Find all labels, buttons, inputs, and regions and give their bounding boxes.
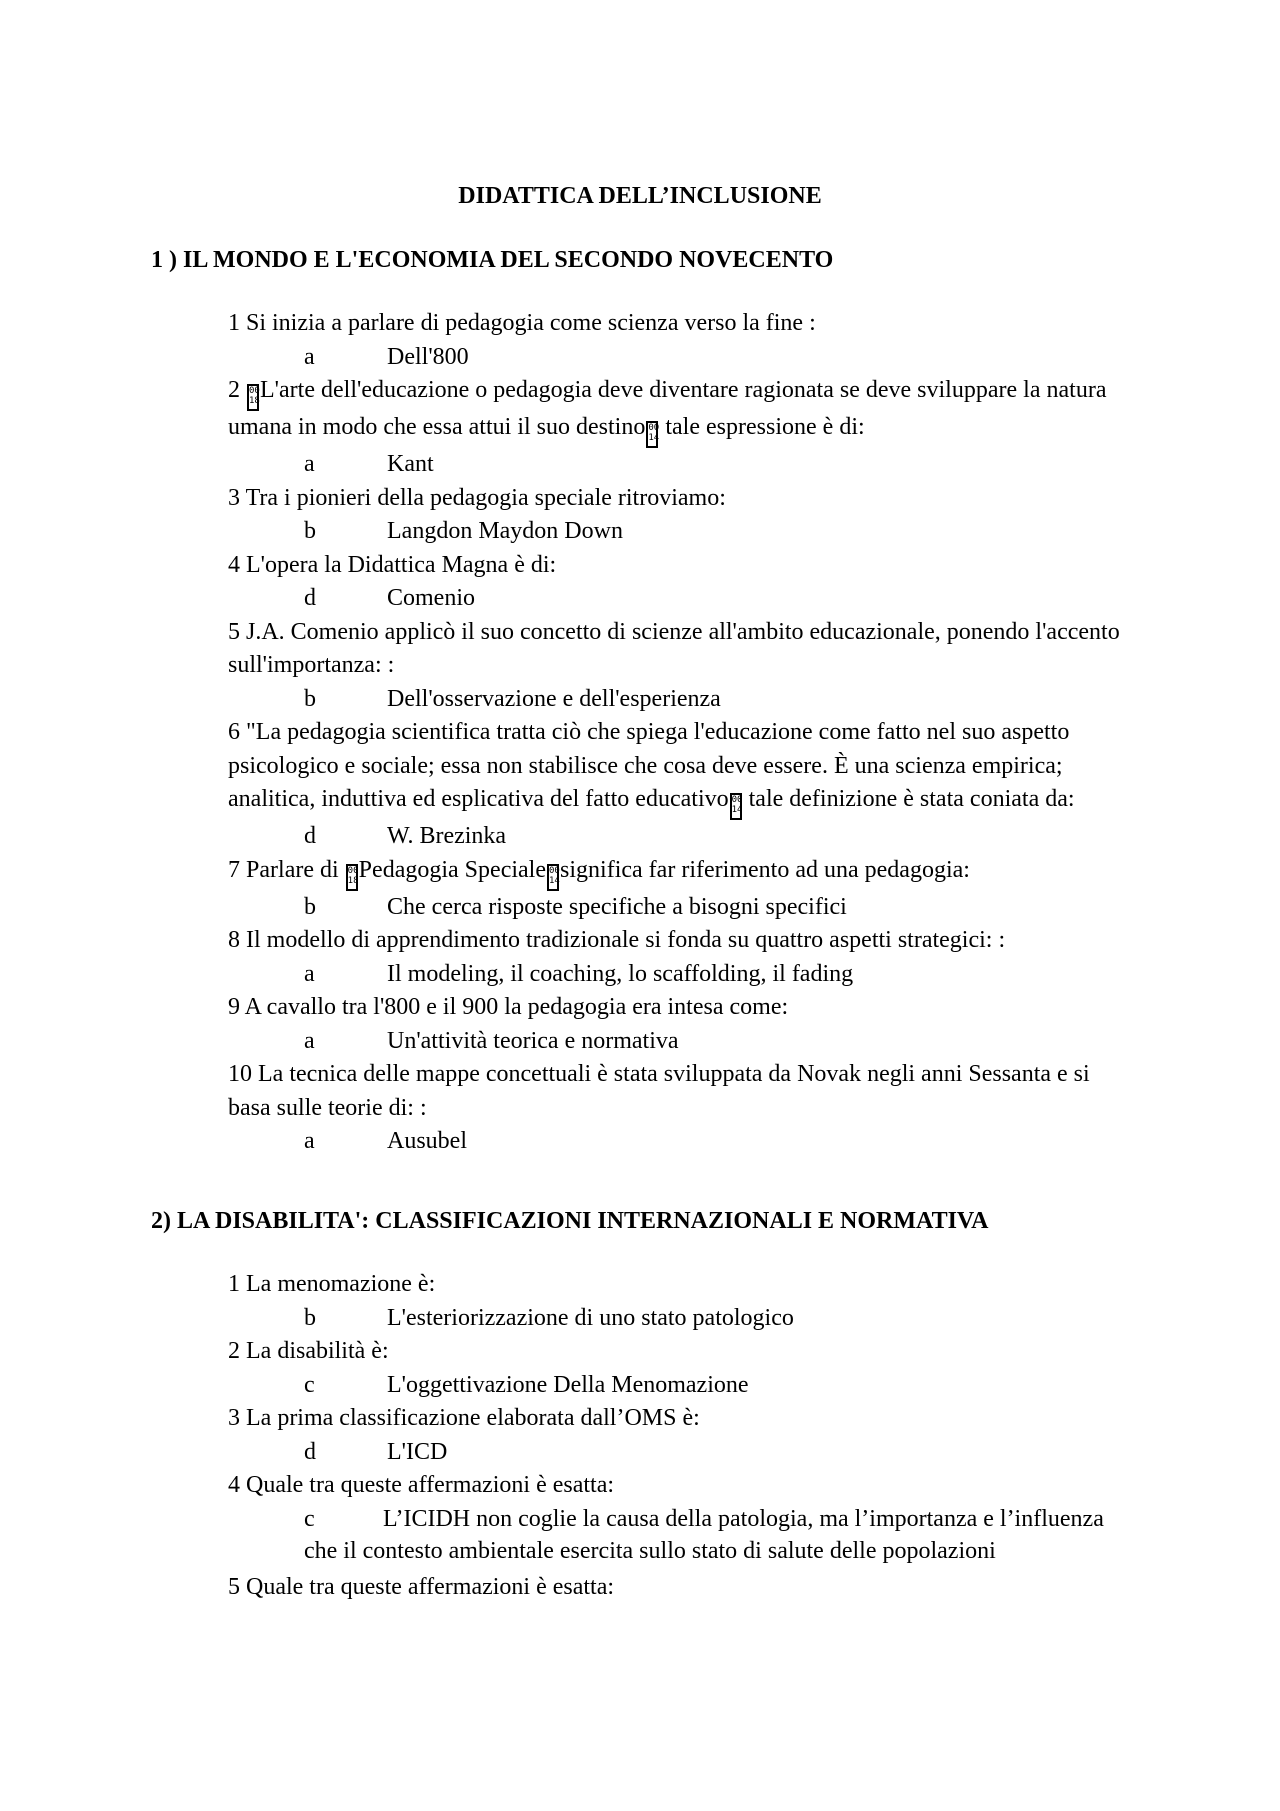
answer-row <box>228 683 1128 717</box>
answer-text: L'oggettivazione Della Menomazione <box>387 1371 749 1398</box>
answer-row <box>228 1125 1128 1159</box>
answer-letter: c <box>304 1505 315 1532</box>
answer-row <box>228 448 1128 482</box>
answer-text: Che cerca risposte specifiche a bisogni specifici <box>387 893 847 920</box>
answer-letter: a <box>304 1027 315 1054</box>
answer-text: Un'attività teorica e normativa <box>387 1027 679 1054</box>
question-9: 9 A cavallo tra l'800 e il 900 la pedagogia era intesa come: <box>228 994 789 1020</box>
answer-letter: d <box>304 585 316 611</box>
answer-letter: b <box>304 1304 316 1331</box>
answer-text: Langdon Maydon Down <box>387 518 623 544</box>
missing-glyph-icon: 00 14 <box>730 793 742 820</box>
question-5: 5 J.A. Comenio applicò il suo concetto di scienze all'ambito educazionale, ponendo l'accento sull'importanza: : <box>228 618 1120 678</box>
answer-row <box>228 1436 1128 1470</box>
answer-letter: d <box>304 823 316 849</box>
question-1: 1 Si inizia a parlare di pedagogia come scienza verso la fine : <box>228 310 816 336</box>
answer-letter: a <box>304 451 315 477</box>
question-6: 6 "La pedagogia scientifica tratta ciò che spiega l'educazione come fatto nel suo aspetto psicologico e sociale; essa non stabilisce che cosa deve essere. È una scienza empirica; analitica, induttiva ed esplicativa del fatto educativo 00 14 tale definizione è stata coniata da: <box>228 716 1128 820</box>
answer-letter: a <box>304 1128 315 1154</box>
answer-text: Comenio <box>387 585 475 611</box>
question-3: 3 La prima classificazione elaborata dall’OMS è: <box>228 1405 700 1431</box>
answer-letter: b <box>304 685 316 712</box>
answer-letter: b <box>304 893 316 920</box>
answer-text: L'esteriorizzazione di uno stato patologico <box>387 1304 794 1331</box>
answer-text: L'ICD <box>387 1438 448 1465</box>
answer-row <box>228 1369 1128 1403</box>
missing-glyph-icon: 00 14 <box>547 864 559 891</box>
answer-letter: b <box>304 518 316 544</box>
answer-text: Ausubel <box>387 1128 467 1154</box>
answer-row <box>228 1302 1128 1336</box>
question-8: 8 Il modello di apprendimento tradizionale si fonda su quattro aspetti strategici: : <box>228 927 1006 953</box>
answer-letter: c <box>304 1371 315 1398</box>
document-title: DIDATTICA DELL’INCLUSIONE <box>458 183 822 209</box>
answer-letter: a <box>304 343 315 370</box>
answer-row <box>228 958 1128 992</box>
question-2: 2 La disabilità è: <box>228 1338 389 1364</box>
answer-row <box>228 515 1128 549</box>
answer-text: W. Brezinka <box>387 823 507 849</box>
question-2: 2 00 18L'arte dell'educazione o pedagogia deve diventare ragionata se deve sviluppare la natura umana in modo che essa attui il suo destino 00 14 tale espressione è di: <box>228 374 1128 448</box>
question-list-2 <box>228 1268 1128 1604</box>
question-7: 7 Parlare di 00 18Pedagogia Speciale 00 14significa far riferimento ad una pedagogia: <box>228 854 1128 891</box>
answer-row <box>228 341 1128 375</box>
answer-row <box>228 1503 1128 1567</box>
question-list-1 <box>228 307 1128 1159</box>
missing-glyph-icon: 00 18 <box>346 864 358 891</box>
question-4: 4 Quale tra queste affermazioni è esatta: <box>228 1472 615 1498</box>
answer-text: Kant <box>387 451 434 477</box>
question-3: 3 Tra i pionieri della pedagogia speciale ritroviamo: <box>228 484 726 511</box>
question-4: 4 L'opera la Didattica Magna è di: <box>228 551 557 578</box>
section-heading-2: 2) LA DISABILITA': CLASSIFICAZIONI INTERNAZIONALI E NORMATIVA <box>151 1208 989 1234</box>
answer-letter: d <box>304 1438 316 1465</box>
missing-glyph-icon: 00 18 <box>247 384 259 411</box>
question-5: 5 Quale tra queste affermazioni è esatta: <box>228 1573 615 1600</box>
missing-glyph-icon: 00 14 <box>646 421 658 448</box>
answer-text: Il modeling, il coaching, lo scaffolding, il fading <box>387 960 854 987</box>
question-10: 10 La tecnica delle mappe concettuali è stata sviluppata da Novak negli anni Sessanta e si basa sulle teorie di: : <box>228 1061 1090 1121</box>
question-1: 1 La menomazione è: <box>228 1271 436 1297</box>
answer-letter: a <box>304 960 315 987</box>
answer-text: Dell'osservazione e dell'esperienza <box>387 685 721 712</box>
answer-row <box>228 820 1128 854</box>
section-heading-1: 1 ) IL MONDO E L'ECONOMIA DEL SECONDO NOVECENTO <box>151 247 834 273</box>
answer-row <box>228 582 1128 616</box>
answer-row <box>228 1025 1128 1059</box>
answer-text: Dell'800 <box>387 343 469 370</box>
answer-row <box>228 891 1128 925</box>
answer-text: L’ICIDH non coglie la causa della patologia, ma l’importanza e l’influenza che il contesto ambientale esercita sullo stato di salute delle popolazioni <box>304 1505 1104 1564</box>
